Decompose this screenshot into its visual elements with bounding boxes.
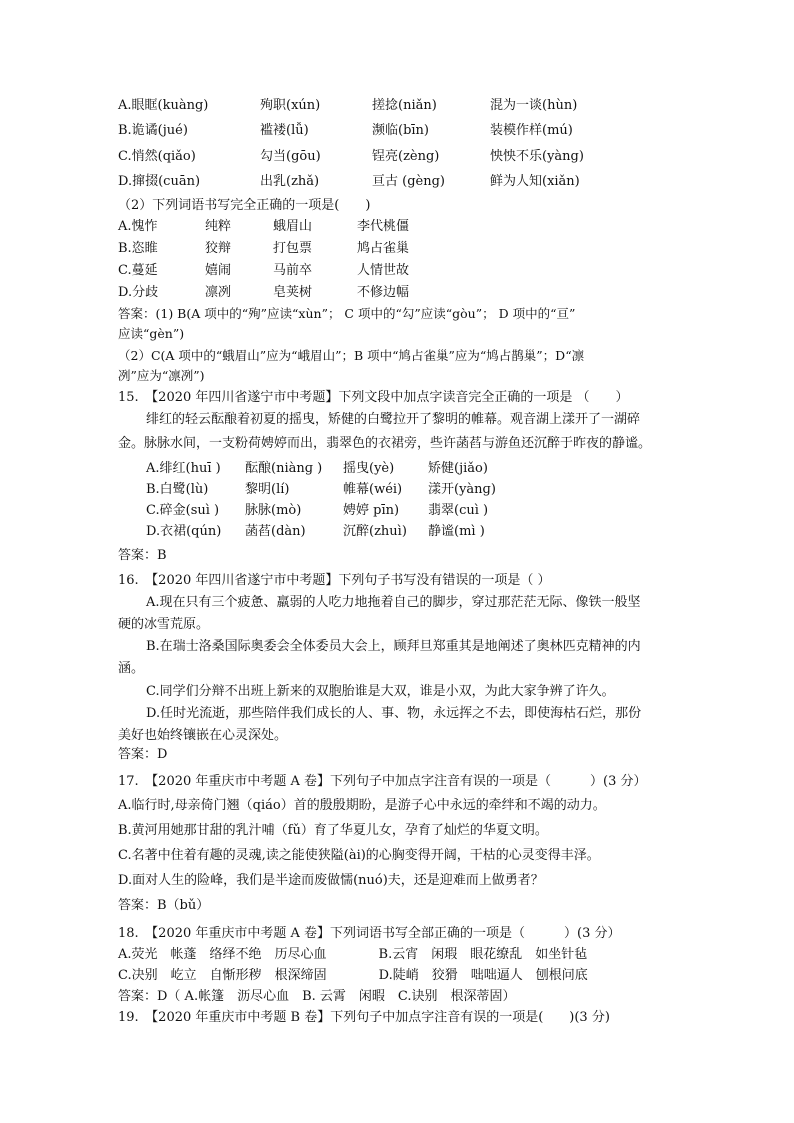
option-d-word-1: D.分歧 [118,285,159,300]
option-a-word-2: 纯粹 [205,219,232,234]
option-b-word-2: 黎明(lí) [245,482,290,497]
question-stem: 17. 【2020 年重庆市中考题 A 卷】下列句子中加点字注音有误的一项是（ ）(3 分） [118,774,647,789]
option-a-word-3: 搓捻(niǎn) [372,98,437,113]
option-c-word-4: 翡翠(cuì ) [428,503,489,518]
option-d-word-4: 不修边幅 [357,285,410,300]
option-c-word-3: 锃亮(zèng) [372,149,440,164]
option-b-word-1: B.恣睢 [118,241,158,256]
option-d-text: D.任时光流逝，那些陪伴我们成长的人、事、物，永远挥之不去，即使海枯石烂，那份 [146,706,642,721]
option-d-word-3: 亘古 (gèng) [372,174,445,189]
answer-line: 答案：B [118,548,167,563]
option-b-word-2: 狡辩 [205,241,232,256]
option-d-word-3: 皂荚树 [273,285,313,300]
option-c-word-2: 脉脉(mò) [245,503,302,518]
option-b-word-1: B.白鹭(lù) [146,482,209,497]
option-c-word-2: 嬉闹 [205,263,232,278]
option-a-word-2: 酝酿(niànɡ ) [245,461,323,476]
option-a-word-4: 李代桃僵 [357,219,410,234]
option-b-word-4: 鸠占雀巢 [357,241,410,256]
option-b-word-3: 濒临(bīn) [372,123,429,138]
question-stem: 19. 【2020 年重庆市中考题 B 卷】下列句子中加点字注音有误的一项是( )(3 分) [118,1010,610,1025]
option-c-word-1: C.蔓延 [118,263,158,278]
option-c-word-1: C.悄然(qiǎo) [118,149,196,164]
option-c-word-2: 勾当(gōu) [260,149,321,164]
option-d-word-4: 鲜为人知(xiǎn) [490,174,580,189]
option-a-text: A.现在只有三个疲惫、羸弱的人吃力地拖着自己的脚步，穿过那茫茫无际、像铁一般坚 [146,595,641,610]
answer-line: 答案：D（ A.帐篷 沥尽心血 B. 云霄 闲暇 C.诀别 根深蒂固） [118,989,516,1004]
question-stem: 18. 【2020 年重庆市中考题 A 卷】下列词语书写全部正确的一项是（ ）(3 分） [118,926,621,941]
answer-line: 应读“gèn”) [118,326,185,341]
answer-line: （2）C(A 项中的“蛾眉山”应为“峨眉山”；B 项中“鸠占雀巢”应为“鸠占鹊巢”；D“凛 [118,348,585,363]
option-d-word-3: 沉醉(zhuì) [343,524,407,539]
option-a-text: 硬的冰雪荒原。 [118,617,210,632]
option-c-text: C.同学们分辩不出班上新来的双胞胎谁是大双，谁是小双，为此大家争辨了许久。 [146,684,615,699]
option-d-word-1: D.衣裙(qún) [146,524,222,539]
question-stem: 16. 【2020 年四川省遂宁市中考题】下列句子书写没有错误的一项是（ ） [118,573,551,588]
option-b-text: 涵。 [118,661,145,676]
option-a-word-2: 殉职(xún) [260,98,321,113]
option-b-text: B.黄河用她那甘甜的乳汁哺（fǔ）育了华夏儿女，孕育了灿烂的华夏文明。 [118,823,548,838]
option-a-word-1: A.愧怍 [118,219,158,234]
option-d-word-2: 凛冽 [205,285,232,300]
option-a-text: A.临行时,母亲倚门翘（qiáo）首的殷殷期盼，是游子心中永远的牵绊和不竭的动力。 [118,798,606,813]
option-b-word-4: 漾开(yànɡ) [428,482,496,497]
answer-line: 冽”应为“凛冽”) [118,368,205,383]
option-c-word-3: 马前卒 [273,263,313,278]
options-row: A.荧光 帐蓬 络绎不绝 历尽心血 B.云宵 闲瑕 眼花缭乱 如坐针毡 [118,947,588,962]
answer-line: 答案：(1) B(A 项中的“殉”应读“xùn”； C 项中的“勾”应读“gòu”； D 项中的“亘” [118,306,576,321]
option-d-word-2: 菡萏(dàn) [245,524,306,539]
option-b-word-4: 装模作样(mú) [490,123,573,138]
answer-line: 答案：D [118,747,168,762]
option-a-word-4: 矫健(jiǎo) [428,461,488,476]
options-row: C.决别 屹立 自惭形秽 根深缔固 D.陡峭 狡猾 咄咄逼人 刨根问底 [118,968,588,983]
passage-line: 绯红的轻云酝酿着初夏的摇曳，矫健的白鹭拉开了黎明的帷幕。观音湖上漾开了一湖碎 [146,412,641,427]
option-d-word-2: 出乳(zhǎ) [260,174,320,189]
option-a-word-1: A.绯红(huī ) [146,461,221,476]
option-c-word-3: 娉婷 pīn) [343,503,400,518]
option-b-word-3: 帷幕(wéi) [343,482,403,497]
option-a-word-3: 蛾眉山 [273,219,313,234]
option-a-word-3: 摇曳(yè) [343,461,395,476]
option-d-text: 美好也始终镶嵌在心灵深处。 [118,728,288,743]
answer-line: 答案：B（bǔ） [118,898,210,913]
option-b-word-1: B.诡谲(jué) [118,123,188,138]
option-d-word-4: 静谧(mì ) [428,524,485,539]
passage-line: 金。脉脉水间，一支粉荷娉婷而出，翡翠色的衣裙旁，些许菡萏与游鱼还沉醉于昨夜的静谧。 [118,436,652,451]
option-c-word-4: 怏怏不乐(yàng) [490,149,584,164]
question-stem: 15. 【2020 年四川省遂宁市中考题】下列文段中加点字读音完全正确的一项是 （ ） [118,390,629,405]
question-stem: （2）下列词语书写完全正确的一项是( ) [118,198,371,213]
option-b-word-3: 打包票 [273,241,313,256]
option-c-word-4: 人情世故 [357,263,410,278]
option-a-word-4: 混为一谈(hùn) [490,98,578,113]
option-d-word-1: D.撺掇(cuān) [118,174,201,189]
option-b-text: B.在瑞士洛桑国际奥委会全体委员大会上，顾拜旦郑重其是地阐述了奥林匹克精神的内 [146,639,641,654]
option-c-word-1: C.碎金(suì ) [146,503,220,518]
option-d-text: D.面对人生的险峰，我们是半途而废做懦(nuó)夫，还是迎难而上做勇者？ [118,873,544,888]
option-a-word-1: A.眼眶(kuàng) [118,98,209,113]
option-b-word-2: 褴褛(lǚ) [260,123,309,138]
option-c-text: C.名著中住着有趣的灵魂,读之能使狭隘(ài)的心胸变得开阔，干枯的心灵变得丰泽。 [118,848,600,863]
